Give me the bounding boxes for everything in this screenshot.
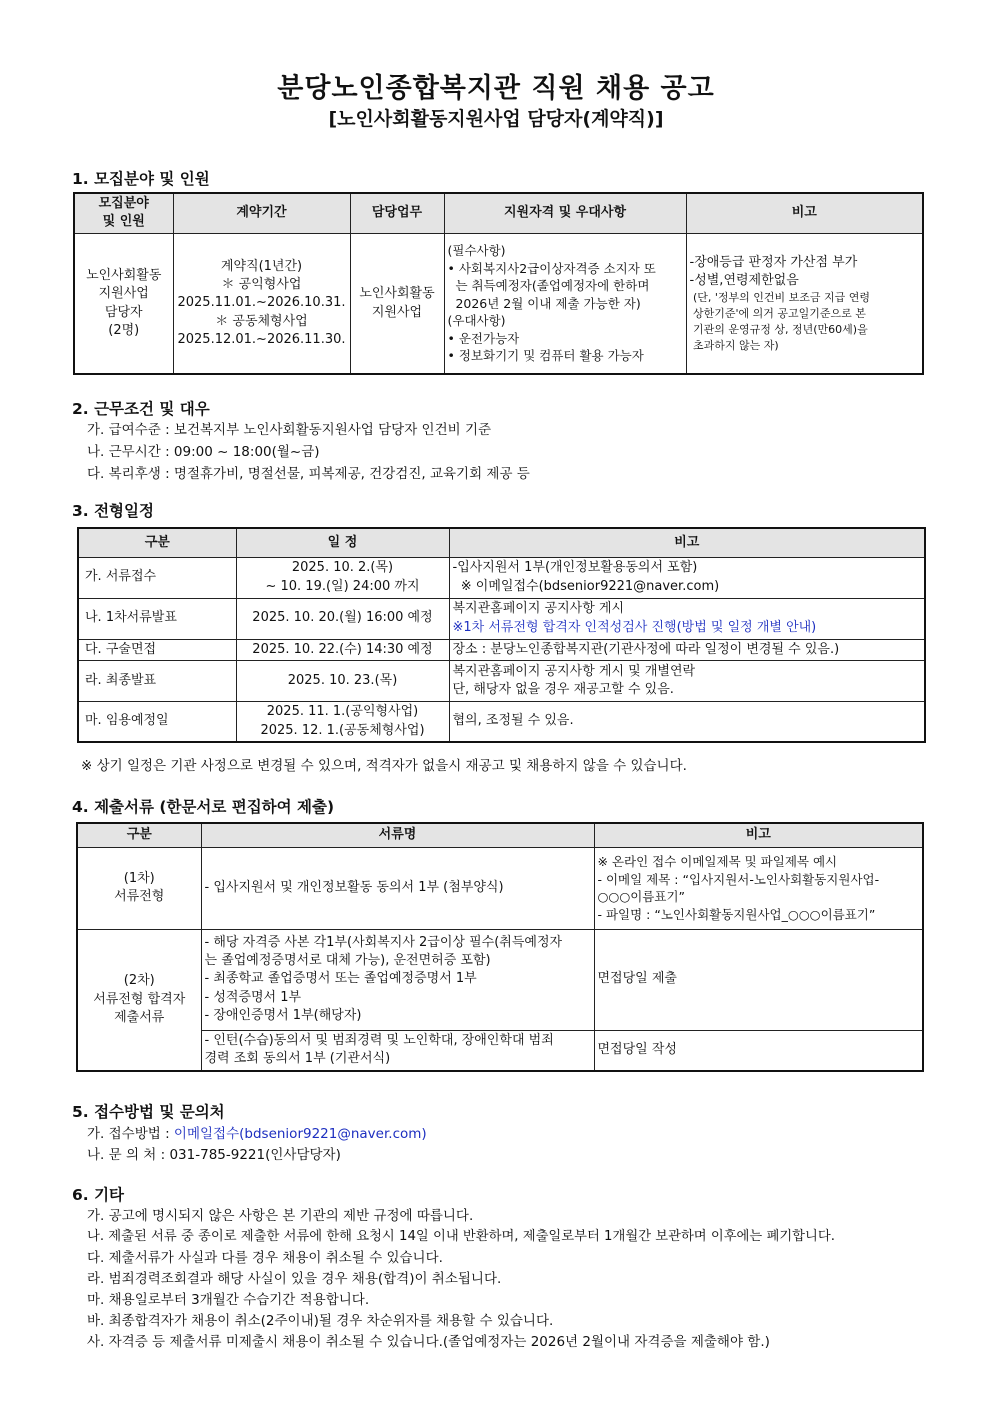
documents-header-note: 비고 — [594, 823, 923, 847]
schedule-category: 마. 임용예정일 — [78, 701, 236, 742]
field-cell: 노인사회활동 지원사업 담당자 (2명) — [74, 233, 173, 374]
col-header-duty: 담당업무 — [350, 193, 444, 233]
documents-name: - 인턴(수습)동의서 및 범죄경력 및 노인학대, 장애인학대 범죄 경력 조회 동의서 1부 (기관서식) — [201, 1030, 594, 1071]
schedule-category: 다. 구술면접 — [78, 639, 236, 660]
application-method-line — [87, 1122, 427, 1142]
documents-header-category: 구분 — [77, 823, 201, 847]
table-row — [78, 660, 925, 701]
documents-note: 면접당일 제출 — [594, 929, 923, 1030]
recruitment-table — [73, 192, 924, 375]
page-subtitle: [노인사회활동지원사업 담당자(계약직)] — [328, 108, 664, 130]
table-row — [77, 1030, 923, 1071]
schedule-note — [449, 660, 925, 701]
misc-line: 나. 제출된 서류 중 종이로 제출한 서류에 한해 요청시 14일 이내 반환하며, 제출일로부터 1개월간 보관하며 이후에는 폐기합니다. — [87, 1229, 835, 1244]
documents-category: (2차) 서류전형 합격자 제출서류 — [77, 929, 201, 1071]
documents-category: (1차) 서류전형 — [77, 847, 201, 929]
table-row — [77, 929, 923, 1030]
duty-cell: 노인사회활동 지원사업 — [350, 233, 444, 374]
schedule-note: 장소 : 분당노인종합복지관(기관사정에 따라 일정이 변경될 수 있음.) — [449, 639, 925, 660]
col-header-field: 모집분야 및 인원 — [74, 193, 173, 233]
documents-note: 면접당일 작성 — [594, 1030, 923, 1071]
section-4-heading: 4. 제출서류 (한문서로 편집하여 제출) — [72, 798, 335, 816]
schedule-header-note: 비고 — [449, 528, 925, 557]
schedule-note-line: 복지관홈페이지 공지사항 게시 — [452, 601, 625, 617]
application-method-label: 가. 접수방법 : — [87, 1126, 174, 1142]
email-format-note: ※ 온라인 접수 이메일제목 및 파일제목 예시 - 이메일 제목 : “입사지원서-노인사회활동지원사업- ○○○이름표기” - 파일명 : “노인사회활동지원사업_○○○이름표기” — [594, 847, 923, 929]
schedule-date: 2025. 10. 20.(월) 16:00 예정 — [236, 598, 449, 639]
table-row — [78, 598, 925, 639]
misc-line: 가. 공고에 명시되지 않은 사항은 본 기관의 제반 규정에 따릅니다. — [87, 1208, 474, 1224]
contact-line: 나. 문 의 처 : 031-785-9221(인사담당자) — [87, 1147, 341, 1163]
schedule-date: 2025. 10. 23.(목) — [236, 660, 449, 701]
schedule-category: 나. 1차서류발표 — [78, 598, 236, 639]
note-cell — [686, 233, 923, 374]
period-cell: 계약직(1년간) ＊ 공익형사업 2025.11.01.~2026.10.31. ＊ 공동체형사업 2025.12.01.~2026.11.30. — [173, 233, 350, 374]
work-hours-line: 나. 근무시간 : 09:00 ~ 18:00(월~금) — [87, 444, 320, 460]
note-main: -장애등급 판정자 가산점 부가 -성별,연령제한없음 — [689, 254, 858, 288]
col-header-qualification: 지원자격 및 우대사항 — [444, 193, 686, 233]
col-header-period: 계약기간 — [173, 193, 350, 233]
schedule-date: 2025. 11. 1.(공익형사업) 2025. 12. 1.(공동체형사업) — [236, 701, 449, 742]
schedule-note — [449, 598, 925, 639]
schedule-table — [77, 527, 926, 743]
documents-name: - 해당 자격증 사본 각1부(사회복지사 2급이상 필수(취득예정자 는 졸업예정증명서로 대체 가능), 운전면허증 포함) - 최종학교 졸업증명서 또는 졸업예정증명서 1부 - 성적증명서 1부 - 장애인증명서 1부(해당자) — [201, 929, 594, 1030]
salary-line: 가. 급여수준 : 보건복지부 노인사회활동지원사업 담당자 인건비 기준 — [87, 422, 492, 438]
misc-line: 다. 제출서류가 사실과 다를 경우 채용이 취소될 수 있습니다. — [87, 1250, 443, 1266]
misc-line: 마. 채용일로부터 3개월간 수습기간 적용합니다. — [87, 1292, 370, 1308]
schedule-category: 라. 최종발표 — [78, 660, 236, 701]
section-2-heading: 2. 근무조건 및 대우 — [72, 400, 210, 418]
section-1-heading: 1. 모집분야 및 인원 — [72, 170, 210, 188]
page-title: 분당노인종합복지관 직원 채용 공고 — [277, 73, 715, 104]
schedule-note-email: ※ 이메일접수(bdsenior9221@naver.com) — [452, 578, 720, 594]
application-email-link[interactable]: 이메일접수(bdsenior9221@naver.com) — [173, 1126, 427, 1142]
schedule-note-line: -입사지원서 1부(개인정보활용동의서 포함) — [452, 560, 698, 576]
schedule-category: 가. 서류접수 — [78, 557, 236, 598]
aptitude-test-notice: ※1차 서류전형 합격자 인적성검사 진행(방법 및 일정 개별 안내) — [452, 619, 817, 635]
schedule-note-line: 단, 해당자 없을 경우 재공고할 수 있음. — [452, 681, 674, 697]
misc-line: 바. 최종합격자가 채용이 취소(2주이내)될 경우 차순위자를 채용할 수 있습니다. — [87, 1313, 554, 1329]
documents-table — [76, 822, 924, 1072]
schedule-note — [449, 557, 925, 598]
schedule-footnote: ※ 상기 일정은 기관 사정으로 변경될 수 있으며, 적격자가 없을시 재공고 및 채용하지 않을 수 있습니다. — [81, 758, 687, 774]
schedule-date: 2025. 10. 2.(목) ~ 10. 19.(일) 24:00 까지 — [236, 557, 449, 598]
benefits-line: 다. 복리후생 : 명절휴가비, 명절선물, 피복제공, 건강검진, 교육기회 제공 등 — [87, 466, 530, 482]
schedule-note: 협의, 조정될 수 있음. — [449, 701, 925, 742]
misc-line: 사. 자격증 등 제출서류 미제출시 채용이 취소될 수 있습니다.(졸업예정자는 2026년 2월이내 자격증을 제출해야 함.) — [87, 1334, 770, 1350]
schedule-header-date: 일 정 — [236, 528, 449, 557]
schedule-note-line: 복지관홈페이지 공지사항 게시 및 개별연락 — [452, 663, 696, 679]
section-6-heading: 6. 기타 — [72, 1186, 125, 1204]
col-header-note: 비고 — [686, 193, 923, 233]
table-row — [77, 847, 923, 929]
section-5-heading: 5. 접수방법 및 문의처 — [72, 1103, 225, 1121]
documents-header-name: 서류명 — [201, 823, 594, 847]
schedule-date: 2025. 10. 22.(수) 14:30 예정 — [236, 639, 449, 660]
note-detail: (단, '정부의 인건비 보조금 지급 연령 상한기준'에 의거 공고일기준으로 본 기관의 운영규정 상, 정년(만60세)을 초과하지 않는 자) — [692, 290, 871, 352]
misc-line: 라. 범죄경력조회결과 해당 사실이 있을 경우 채용(합격)이 취소됩니다. — [87, 1271, 502, 1287]
schedule-header-category: 구분 — [78, 528, 236, 557]
documents-name: - 입사지원서 및 개인정보활동 동의서 1부 (첨부양식) — [201, 847, 594, 929]
section-3-heading: 3. 전형일정 — [72, 502, 154, 520]
table-row — [78, 639, 925, 660]
table-row — [78, 701, 925, 742]
qualification-cell: (필수사항) • 사회복지사2급이상자격증 소지자 또 는 취득예정자(졸업예정자에 한하며 2026년 2월 이내 제출 가능한 자) (우대사항) • 운전가능자 • 정보화기기 및 컴퓨터 활용 가능자 — [444, 233, 686, 374]
table-row — [78, 557, 925, 598]
